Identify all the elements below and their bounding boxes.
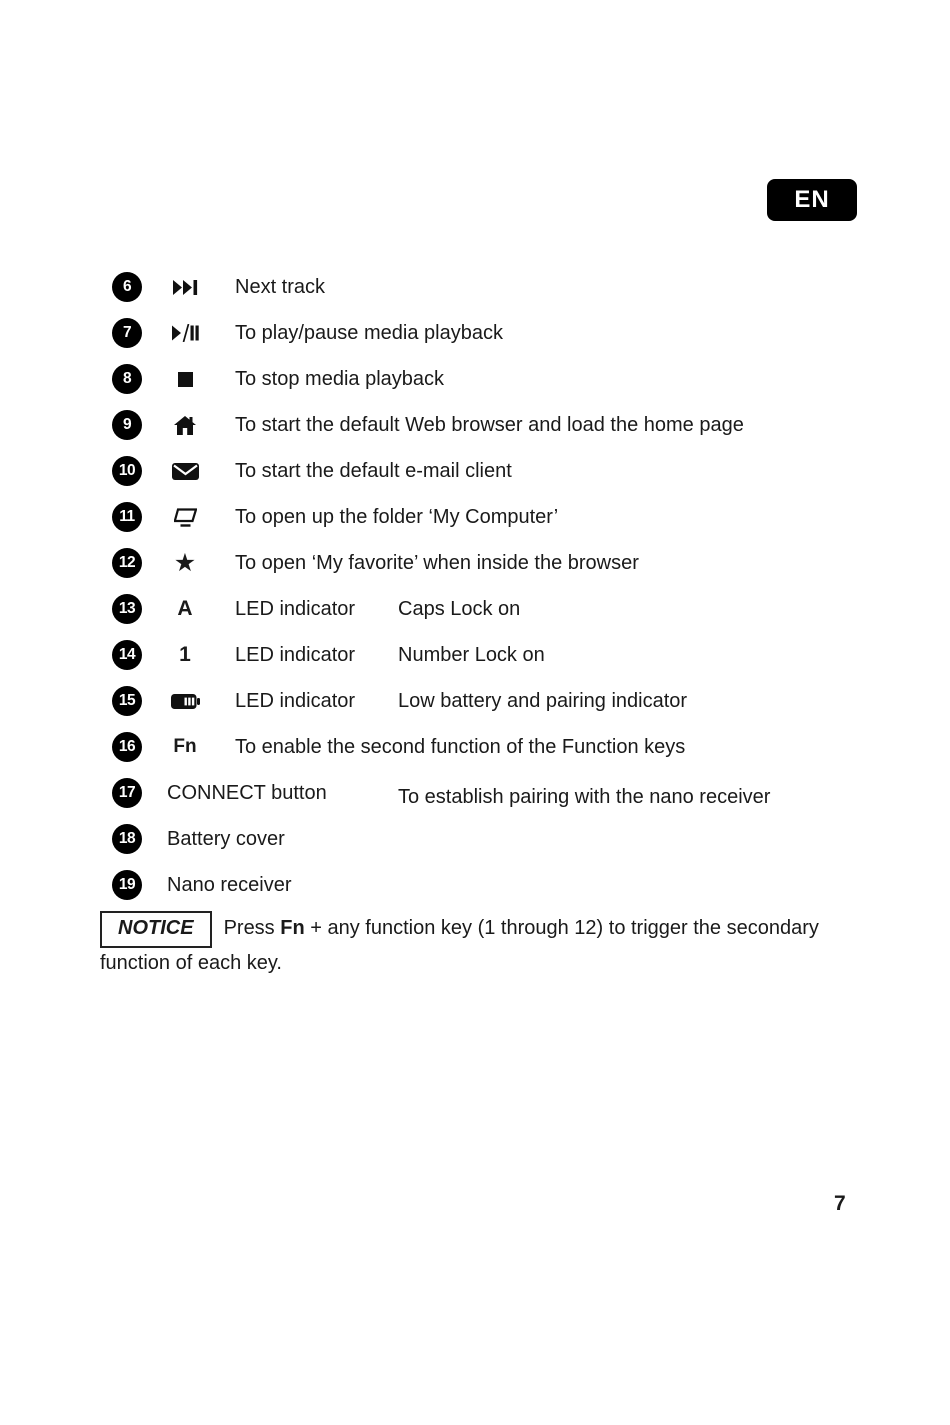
item-16-row (112, 724, 902, 770)
item-description: Caps Lock on (398, 597, 521, 620)
item-9-row (112, 402, 902, 448)
item-12-row (112, 540, 902, 586)
item-number-badge: 19 (112, 870, 142, 900)
item-description: To establish pairing with the nano receiver (398, 786, 771, 808)
notice-text-after: + any function key (1 through 12) to trigger the secondary function of each key. (100, 917, 819, 974)
item-description: Next track (235, 275, 326, 298)
item-number-badge: 16 (112, 732, 142, 762)
item-number-badge: 12 (112, 548, 142, 578)
item-description: To open ‘My favorite’ when inside the browser (235, 551, 639, 574)
led-indicator-label: LED indicator (235, 643, 356, 666)
item-14-row (112, 632, 902, 678)
item-number-badge: 13 (112, 594, 142, 624)
next-track-icon (155, 279, 215, 296)
item-10-row (112, 448, 902, 494)
page-number: 7 (834, 1192, 846, 1215)
item-19-row (112, 862, 902, 908)
item-description: To open up the folder ‘My Computer’ (235, 505, 559, 528)
item-description: Number Lock on (398, 643, 545, 666)
item-number-badge: 15 (112, 686, 142, 716)
item-18-row (112, 816, 902, 862)
item-13-row (112, 586, 902, 632)
stop-icon (155, 372, 215, 387)
star-icon: ★ (173, 548, 197, 577)
connect-button-label: CONNECT button (167, 781, 327, 804)
item-number-badge: 9 (112, 410, 142, 440)
notice-fn-key: Fn (280, 917, 305, 939)
item-description: To play/pause media playback (235, 321, 503, 344)
feature-list (112, 264, 902, 908)
play-pause-icon (155, 324, 215, 342)
caps-lock-led-icon: A (177, 597, 193, 620)
item-17-row (112, 770, 902, 816)
item-description: To enable the second function of the Function keys (235, 735, 686, 758)
language-badge: EN (767, 179, 857, 221)
item-number-badge: 18 (112, 824, 142, 854)
item-description: To start the default Web browser and load the home page (235, 413, 744, 436)
item-15-row (112, 678, 902, 724)
email-icon (155, 463, 215, 480)
notice-paragraph (100, 911, 875, 979)
item-description: Low battery and pairing indicator (398, 689, 688, 712)
item-number-badge: 6 (112, 272, 142, 302)
item-description: To stop media playback (235, 367, 445, 390)
battery-cover-label: Battery cover (167, 827, 285, 850)
nano-receiver-label: Nano receiver (167, 873, 292, 896)
item-number-badge: 11 (112, 502, 142, 532)
home-icon (155, 416, 215, 435)
item-6-row (112, 264, 902, 310)
notice-badge: NOTICE (100, 911, 212, 948)
item-number-badge: 14 (112, 640, 142, 670)
battery-icon (155, 694, 215, 709)
number-lock-led-icon: 1 (179, 643, 191, 666)
item-7-row (112, 310, 902, 356)
item-number-badge: 7 (112, 318, 142, 348)
item-number-badge: 8 (112, 364, 142, 394)
led-indicator-label: LED indicator (235, 689, 356, 712)
item-description: To start the default e-mail client (235, 459, 512, 482)
fn-key-icon: Fn (173, 736, 197, 757)
item-11-row (112, 494, 902, 540)
item-8-row (112, 356, 902, 402)
notice-text-before: Press (223, 917, 281, 939)
item-number-badge: 10 (112, 456, 142, 486)
led-indicator-label: LED indicator (235, 597, 356, 620)
my-computer-icon (155, 508, 215, 527)
item-number-badge: 17 (112, 778, 142, 808)
